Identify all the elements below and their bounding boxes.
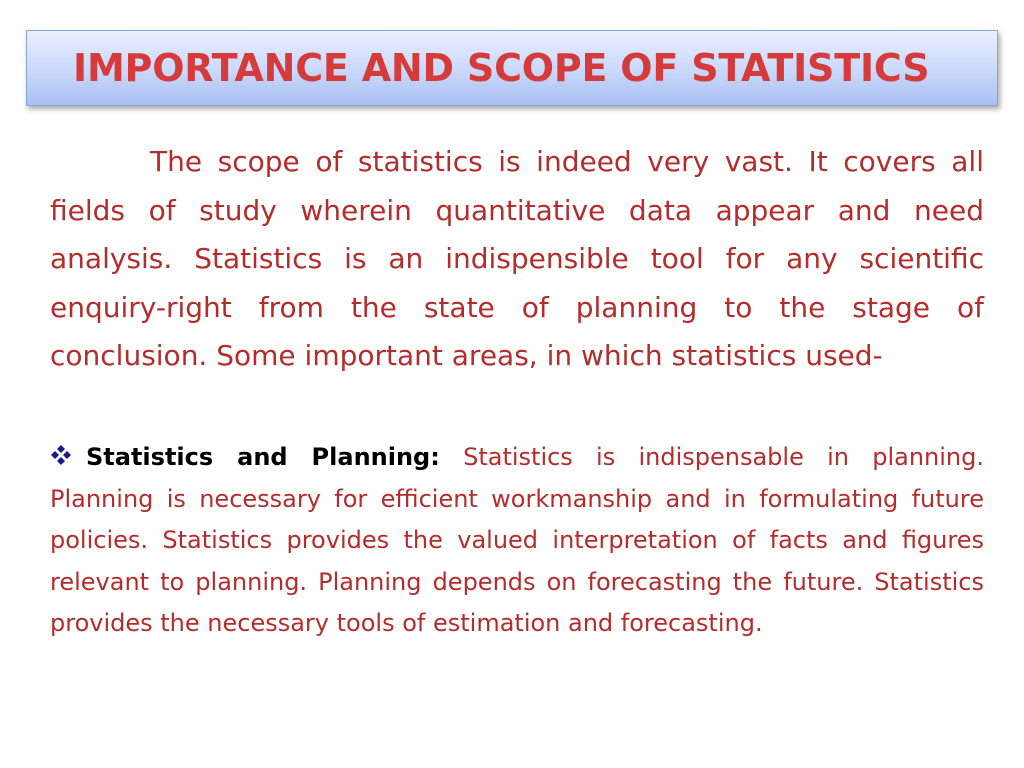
bullet-item-planning bbox=[50, 437, 984, 645]
intro-paragraph: The scope of statistics is indeed very vast. It covers all fields of study wherein quantitative data appear and need analysis. Statistics is an indispensible tool for any scientific enquiry-right from the state of planning to the stage of conclusion. Some important areas, in which statistics used- bbox=[50, 145, 984, 372]
slide-title: IMPORTANCE AND SCOPE OF STATISTICS bbox=[73, 46, 930, 90]
bullet-text: Statistics is indispensable in planning. Planning is necessary for efficient workmanship and in formulating future policies. Statistics provides the valued interpretation of facts and figures relevant to planning. Planning depends on forecasting the future. Statistics provides the necessary tools of estimation and forecasting. bbox=[50, 443, 984, 637]
bullet-heading: Statistics and Planning: bbox=[86, 443, 440, 471]
four-diamond-bullet-icon bbox=[50, 444, 72, 466]
title-box bbox=[26, 30, 998, 106]
